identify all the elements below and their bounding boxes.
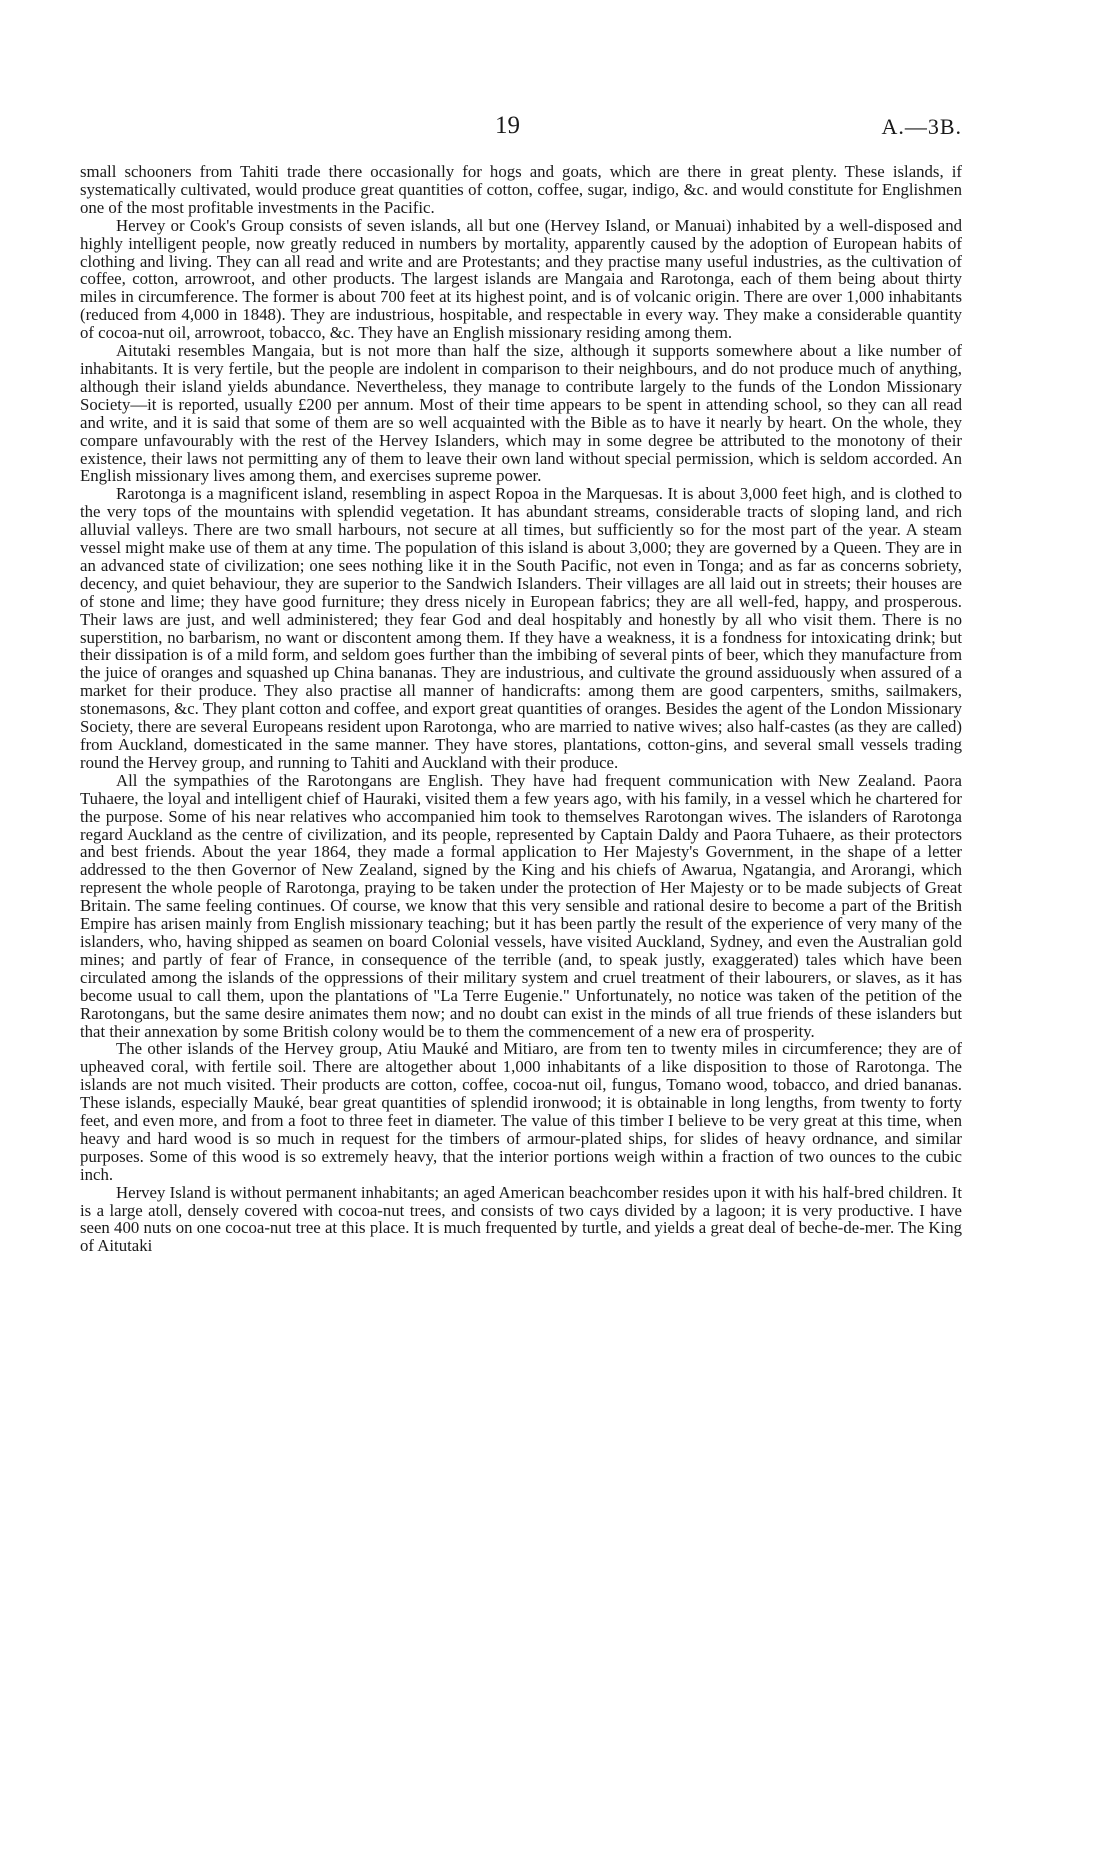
paragraph-other-islands: The other islands of the Hervey group, Atiu Mauké and Mitiaro, are from ten to twenty miles in circumference; they are of upheaved coral, with fertile soil. There are altogether about 1,000 inhabitants of a like disposition to those of Rarotonga. The islands are not much visited. Their products are cotton, coffee, cocoa-nut oil, fungus, Tomano wood, tobacco, and dried bananas. These islands, especially Mauké, bear great quantities of splendid ironwood; it is obtainable in long lengths, from twenty to forty feet, and even more, and from a foot to three feet in diameter. The value of this timber I believe to be very great at this time, when heavy and hard wood is so much in request for the timbers of armour-plated ships, for slides of heavy ordnance, and similar purposes. Some of this wood is so extremely heavy, that the interior portions weigh within a fraction of two ounces to the cubic inch. bbox=[80, 1039, 962, 1184]
paragraph-schooners: small schooners from Tahiti trade there occasionally for hogs and goats, which are there in great plenty. These islands, if systematically cultivated, would produce great quantities of cotton, coffee, sugar, indigo, &c. and would constitute for Englishmen one of the most profitable investments in the Pacific. bbox=[80, 162, 962, 217]
body-text bbox=[80, 163, 962, 1255]
paragraph-aitutaki: Aitutaki resembles Mangaia, but is not more than half the size, although it supports somewhere about a like number of inhabitants. It is very fertile, but the people are indolent in comparison to their neighbours, and do not produce much of anything, although their island yields abundance. Nevertheless, they manage to contribute largely to the funds of the London Missionary Society—it is reported, usually £200 per annum. Most of their time appears to be spent in attending school, so they can all read and write, and it is said that some of them are so well acquainted with the Bible as to have it nearly by heart. On the whole, they compare unfavourably with the rest of the Hervey Islanders, which may in some degree be attributed to the monotony of their existence, their laws not permitting any of them to leave their own land without special permission, which is seldom accorded. An English missionary lives among them, and exercises supreme power. bbox=[80, 341, 962, 486]
paragraph-sympathies: All the sympathies of the Rarotongans are English. They have had frequent communication with New Zealand. Paora Tuhaere, the loyal and intelligent chief of Hauraki, visited them a few years ago, with his family, in a vessel which he chartered for the purpose. Some of his near relatives who accompanied him took to themselves Rarotongan wives. The islanders of Rarotonga regard Auckland as the centre of civilization, and its people, represented by Captain Daldy and Paora Tuhaere, as their protectors and best friends. About the year 1864, they made a formal application to Her Majesty's Government, in the shape of a letter addressed to the then Governor of New Zealand, signed by the King and his chiefs of Awarua, Ngatangia, and Arorangi, which represent the whole people of Rarotonga, praying to be taken under the protection of Her Majesty or to be made subjects of Great Britain. The same feeling continues. Of course, we know that this very sensible and rational desire to become a part of the British Empire has arisen mainly from English missionary teaching; but it has been partly the result of the experience of very many of the islanders, who, having shipped as seamen on board Colonial vessels, have visited Auckland, Sydney, and even the Australian gold mines; and partly of fear of France, in consequence of the terrible (and, to speak justly, exaggerated) tales which have been circulated among the islands of the oppressions of their military system and cruel treatment of their labourers, or slaves, as it has become usual to call them, upon the plantations of "La Terre Eugenie." Unfortunately, no notice was taken of the petition of the Rarotongans, but the same desire animates them now; and no doubt can exist in the minds of all true friends of these islanders but that their annexation by some British colony would be to them the commencement of a new era of prosperity. bbox=[80, 770, 962, 1041]
paragraph-rarotonga: Rarotonga is a magnificent island, resembling in aspect Ropoa in the Marquesas. It is about 3,000 feet high, and is clothed to the very tops of the mountains with splendid vegetation. It has abundant streams, considerable tracts of sloping land, and rich alluvial valleys. There are two small harbours, not secure at all times, but sufficiently so for the most part of the year. A steam vessel might make use of them at any time. The population of this island is about 3,000; they are governed by a Queen. They are in an advanced state of civilization; one sees nothing like it in the South Pacific, not even in Tonga; and as far as concerns sobriety, decency, and quiet behaviour, they are superior to the Sandwich Islanders. Their villages are all laid out in streets; their houses are of stone and lime; they have good furniture; they dress nicely in European fabrics; they are all well-fed, happy, and prosperous. Their laws are just, and well administered; they fear God and deal hospitably and honestly by all who visit them. There is no superstition, no barbarism, no want or discontent among them. If they have a weakness, it is a fondness for intoxicating drink; but their dissipation is of a mild form, and seldom goes further than the imbibing of several pints of beer, which they manufacture from the juice of oranges and squashed up China bananas. They are industrious, and cultivate the ground assiduously when assured of a market for their produce. They also practise all manner of handicrafts: among them are good carpenters, smiths, sailmakers, stonemasons, &c. They plant cotton and coffee, and export great quantities of oranges. Besides the agent of the London Missionary Society, there are several Europeans resident upon Rarotonga, who are married to native wives; also half-castes (as they are called) from Auckland, domesticated in the same manner. They have stores, plantations, cotton-gins, and several small vessels trading round the Hervey group, and running to Tahiti and Auckland with their produce. bbox=[80, 484, 962, 772]
page-number: 19 bbox=[495, 112, 520, 139]
page-header bbox=[0, 112, 1114, 142]
paragraph-hervey-group: Hervey or Cook's Group consists of seven islands, all but one (Hervey Island, or Manuai) inhabited by a well-disposed and highly intelligent people, now greatly reduced in numbers by mortality, apparently caused by the adoption of European habits of clothing and living. They can all read and write and are Protestants; and they practise many useful industries, as the cultivation of coffee, cotton, arrowroot, and other products. The largest islands are Mangaia and Rarotonga, each of them being about thirty miles in circumference. The former is about 700 feet at its highest point, and is of volcanic origin. There are over 1,000 inhabitants (reduced from 4,000 in 1848). They are industrious, hospitable, and respectable in every way. They make a considerable quantity of cocoa-nut oil, arrowroot, tobacco, &c. They have an English missionary residing among them. bbox=[80, 215, 962, 343]
document-reference: A.—3B. bbox=[881, 114, 962, 139]
paragraph-hervey-island: Hervey Island is without permanent inhabitants; an aged American beachcomber resides upon it with his half-bred children. It is a large atoll, densely covered with cocoa-nut trees, and consists of two cays divided by a lagoon; it is very productive. I have seen 400 nuts on one cocoa-nut tree at this place. It is much frequented by turtle, and yields a great deal of beche-de-mer. The King of Aitutaki bbox=[80, 1182, 962, 1256]
